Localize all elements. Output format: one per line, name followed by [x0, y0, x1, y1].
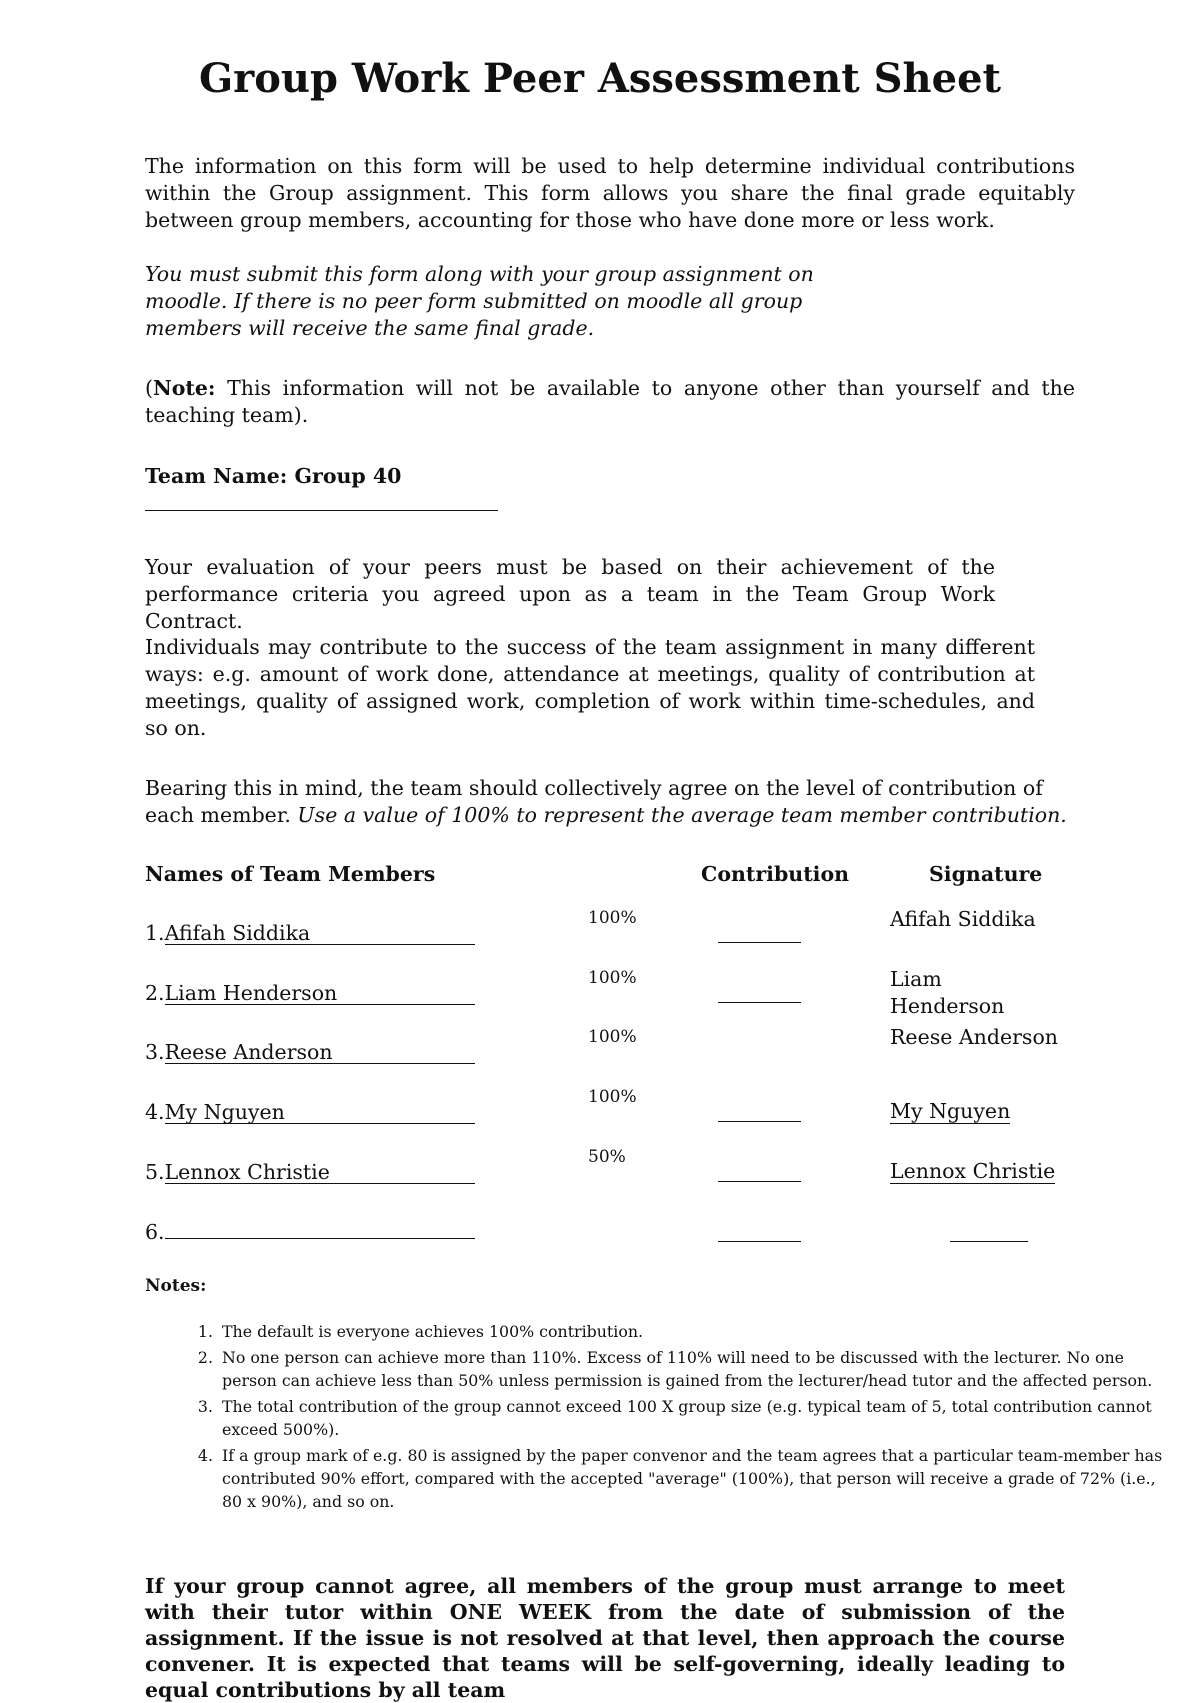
contribution-blank — [718, 1121, 801, 1122]
submit-notice: You must submit this form along with your group assignment on moodle. If there is no peer form submitted on moodle all group members will receive the same final grade. — [145, 262, 814, 340]
contribution-blank — [718, 942, 801, 943]
contribution-blank — [718, 1002, 801, 1003]
privacy-note — [145, 375, 1075, 429]
note-item: 1. The default is everyone achieves 100% contribution. — [218, 1320, 1168, 1343]
signature — [890, 1158, 1055, 1185]
header-signature: Signature — [929, 862, 1043, 886]
notes-heading: Notes: — [145, 1276, 207, 1296]
member-name: Liam Henderson — [165, 982, 475, 1005]
member-row-6 — [145, 1220, 475, 1244]
contribution-blank — [718, 1241, 801, 1242]
note-item: 4. If a group mark of e.g. 80 is assigned by the paper convenor and the team agrees that a particular team-member has contributed 90% effort, compared with the accepted "average" (100%), that person will receive a grade of 72% (i.e., 80 x 90%), and so on. — [218, 1444, 1168, 1513]
dispute-paragraph: If your group cannot agree, all members of the group must arrange to meet with their tutor within ONE WEEK from the date of submission of the assignment. If the issue is not resolved at that level, then approach the course convener. It is expected that teams will be self-governing, ideally leading to equal contributions by all team — [145, 1574, 1065, 1702]
note-item: 3. The total contribution of the group cannot exceed 100 X group size (e.g. typical team of 5, total contribution cannot exceed 500%). — [218, 1395, 1168, 1441]
evaluation-paragraph: Your evaluation of your peers must be based on their achievement of the performance criteria you agreed upon as a team in the Team Group Work Contract. — [145, 555, 995, 633]
member-row-2 — [145, 981, 475, 1005]
member-number: 2. — [145, 981, 165, 1005]
member-name: My Nguyen — [165, 1101, 475, 1124]
member-number: 3. — [145, 1040, 165, 1064]
signature-blank — [950, 1241, 1028, 1242]
contribution-paragraph: Individuals may contribute to the success of the team assignment in many different ways: e.g. amount of work done, attendance at meetings, quality of contribution at meetings, quality of assigned work, completion of work within time-schedules, and so on. — [145, 635, 1035, 740]
note-item: 2. No one person can achieve more than 110%. Excess of 110% will need to be discussed with the lecturer. No one person can achieve less than 50% unless permission is gained from the lecturer/head tutor and the affected person. — [218, 1346, 1168, 1392]
page-title: Group Work Peer Assessment Sheet — [198, 55, 1001, 102]
member-name: Reese Anderson — [165, 1041, 475, 1064]
member-row-4 — [145, 1100, 475, 1124]
notes-list — [176, 1320, 1168, 1516]
member-number: 6. — [145, 1220, 165, 1244]
intro-paragraph: The information on this form will be used to help determine individual contributions within the Group assignment. This form allows you share the final grade equitably between group members, accounting for those who have done more or less work. — [145, 154, 1075, 232]
signature: Afifah Siddika — [890, 907, 1036, 931]
member-row-3 — [145, 1040, 475, 1064]
contribution-blank — [718, 1181, 801, 1182]
bearing-paragraph — [145, 775, 1075, 829]
signature-text: My Nguyen — [890, 1099, 1011, 1123]
header-contribution: Contribution — [701, 862, 850, 886]
member-number: 4. — [145, 1100, 165, 1124]
team-name-underline — [145, 510, 498, 511]
contribution-value: 100% — [588, 1027, 637, 1047]
team-name: Team Name: Group 40 — [145, 464, 402, 488]
contribution-value: 100% — [588, 908, 637, 928]
note-open-paren: ( — [145, 376, 153, 400]
member-number: 5. — [145, 1160, 165, 1184]
signature — [890, 1098, 1030, 1125]
member-name: Lennox Christie — [165, 1161, 475, 1184]
member-number: 1. — [145, 921, 165, 945]
member-row-1 — [145, 921, 475, 945]
bearing-italic: Use a value of 100% to represent the average team member contribution. — [297, 803, 1067, 827]
signature: Liam Henderson — [890, 967, 1005, 1018]
contribution-value: 100% — [588, 1087, 637, 1107]
contribution-value: 50% — [588, 1147, 626, 1167]
member-row-5 — [145, 1160, 475, 1184]
signature: Reese Anderson — [890, 1025, 1058, 1049]
note-label: Note: — [153, 376, 216, 400]
signature-text: Lennox Christie — [890, 1159, 1056, 1183]
bearing-text: Bearing this in mind, the team should collectively agree on the level of contribution of each member. — [145, 776, 1043, 827]
contribution-value: 100% — [588, 968, 637, 988]
note-text: This information will not be available to anyone other than yourself and the teaching team). — [145, 376, 1075, 427]
member-name — [165, 1238, 475, 1239]
header-names: Names of Team Members — [145, 862, 436, 886]
member-name: Afifah Siddika — [165, 922, 475, 945]
